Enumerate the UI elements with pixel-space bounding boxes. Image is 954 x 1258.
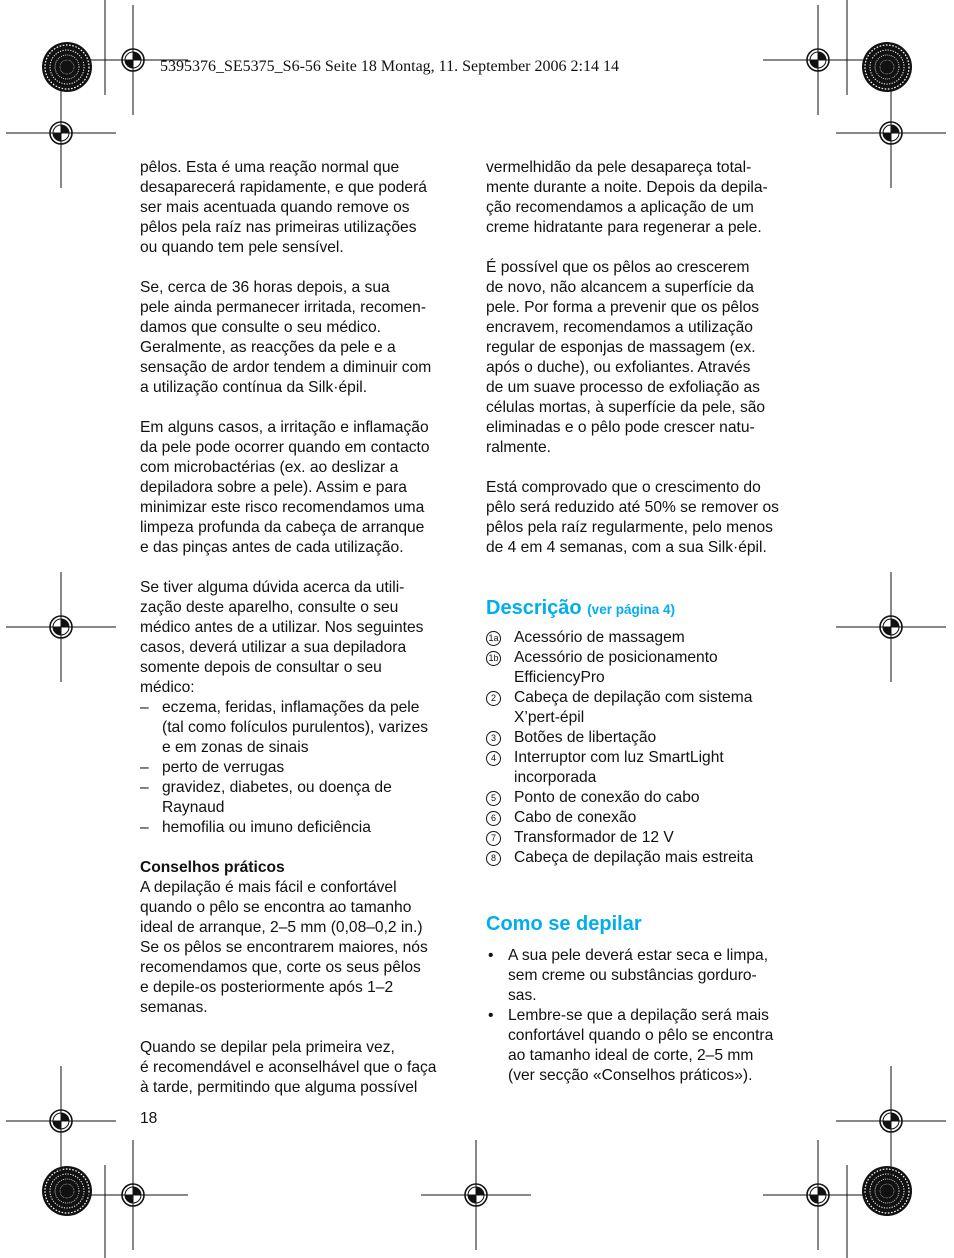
part-label: Ponto de conexão do cabo (514, 789, 700, 806)
part-label: Transformador de 12 V (514, 829, 674, 846)
part-number-badge: 7 (486, 831, 501, 846)
left-column (140, 158, 470, 1118)
consult-intro: Se tiver alguma dúvida acerca da utili- zação deste aparelho, consulte o seu médico antes de a utilizar. Nos seguintes casos, deverá utilizar a sua depiladora somente depois de consultar o seu médico: (140, 579, 424, 696)
list-item-text: gravidez, diabetes, ou doença de Raynaud (162, 779, 392, 816)
part-label: Acessório de massagem (514, 629, 685, 646)
part-item (486, 748, 816, 788)
paragraph: Se, cerca de 36 horas depois, a sua pele ainda permanecer irritada, recomen- damos que consulte o seu médico. Geralmente, as reacções da pele e a sensação de ardor tendem a diminuir com a utilização contínua da Silk·épil. (140, 279, 432, 396)
print-header: 5395376_SE5375_S6-56 Seite 18 Montag, 11. September 2006 2:14 14 (160, 58, 619, 75)
how-to-heading: Como se depilar (486, 913, 642, 935)
part-item (486, 648, 816, 688)
how-to-list (486, 946, 816, 1086)
part-item (486, 828, 816, 848)
description-title: Descrição (486, 597, 582, 619)
list-item-text: perto de verrugas (162, 759, 285, 776)
part-number-badge: 3 (486, 731, 501, 746)
dash-marker: – (140, 699, 149, 716)
list-item (140, 698, 470, 758)
dash-marker: – (140, 759, 149, 776)
dash-marker: – (140, 819, 149, 836)
list-item-text: Lembre-se que a depilação será mais confortável quando o pêlo se encontra ao tamanho ideal de corte, 2–5 mm (ver secção «Conselhos práticos»). (508, 1007, 774, 1084)
list-item (140, 758, 470, 778)
list-item (140, 778, 470, 818)
bullet-marker: • (488, 947, 494, 964)
first-time-paragraph: Quando se depilar pela primeira vez, é recomendável e aconselhável que o faça à tarde, permitindo que alguma possível (140, 1039, 437, 1096)
paragraph: Em alguns casos, a irritação e inflamação da pele pode ocorrer quando em contacto com microbactérias (ex. ao deslizar a depiladora sobre a pele). Assim e para minimizar este risco recomendamos uma limpeza profunda da cabeça de arranque e das pinças antes de cada utilização. (140, 419, 430, 556)
part-number-badge: 8 (486, 851, 501, 866)
right-column (486, 158, 816, 1086)
list-item-text: hemofilia ou imuno deficiência (162, 819, 371, 836)
parts-list (486, 628, 816, 868)
description-page-ref: (ver página 4) (587, 602, 675, 617)
part-label: Botões de libertação (514, 729, 657, 746)
page-number: 18 (140, 1110, 158, 1127)
part-label: Acessório de posicionamento EfficiencyPro (514, 649, 718, 686)
paragraph: vermelhidão da pele desapareça total- mente durante a noite. Depois da depila- ção recomendamos a aplicação de um creme hidratante para regenerar a pele. (486, 159, 768, 236)
list-item (486, 1006, 816, 1086)
part-number-badge: 1b (486, 651, 501, 666)
part-number-badge: 2 (486, 691, 501, 706)
part-label: Interruptor com luz SmartLight incorporada (514, 749, 724, 786)
paragraph: pêlos. Esta é uma reação normal que desaparecerá rapidamente, e que poderá ser mais acentuada quando remove os pêlos pela raíz nas primeiras utilizações ou quando tem pele sensível. (140, 159, 427, 256)
part-label: Cabeça de depilação com sistema X’pert-épil (514, 689, 753, 726)
part-number-badge: 5 (486, 791, 501, 806)
description-heading (486, 596, 816, 622)
part-number-badge: 1a (486, 631, 501, 646)
list-item (486, 946, 816, 1006)
part-number-badge: 6 (486, 811, 501, 826)
part-number-badge: 4 (486, 751, 501, 766)
part-item (486, 848, 816, 868)
part-item (486, 628, 816, 648)
part-item (486, 808, 816, 828)
list-item-text: eczema, feridas, inflamações da pele (tal como folículos purulentos), varizes e em zonas de sinais (162, 699, 429, 756)
dash-marker: – (140, 779, 149, 796)
list-item (140, 818, 470, 838)
tips-text: A depilação é mais fácil e confortável quando o pêlo se encontra ao tamanho ideal de arranque, 2–5 mm (0,08–0,2 in.) Se os pêlos se encontrarem maiores, nós recomendamos que, corte os seus pêlos e depile-os posteriormente após 1–2 semanas. (140, 879, 428, 1016)
part-item (486, 688, 816, 728)
paragraph: Está comprovado que o crescimento do pêlo será reduzido até 50% se remover os pêlos pela raíz regularmente, pelo menos de 4 em 4 semanas, com a sua Silk·épil. (486, 479, 779, 556)
list-item-text: A sua pele deverá estar seca e limpa, sem creme ou substâncias gorduro- sas. (508, 947, 769, 1004)
tips-heading: Conselhos práticos (140, 859, 285, 876)
part-item (486, 728, 816, 748)
part-item (486, 788, 816, 808)
part-label: Cabo de conexão (514, 809, 637, 826)
conditions-list (140, 698, 470, 838)
paragraph: É possível que os pêlos ao crescerem de novo, não alcancem a superfície da pele. Por forma a prevenir que os pêlos encravem, recomendamos a utilização regular de esponjas de massagem (ex. após o duche), ou exfoliantes. Através de um suave processo de exfoliação as células mortas, à superfície da pele, são eliminadas e o pêlo pode crescer natu- ralmente. (486, 259, 766, 456)
part-label: Cabeça de depilação mais estreita (514, 849, 754, 866)
bullet-marker: • (488, 1007, 494, 1024)
